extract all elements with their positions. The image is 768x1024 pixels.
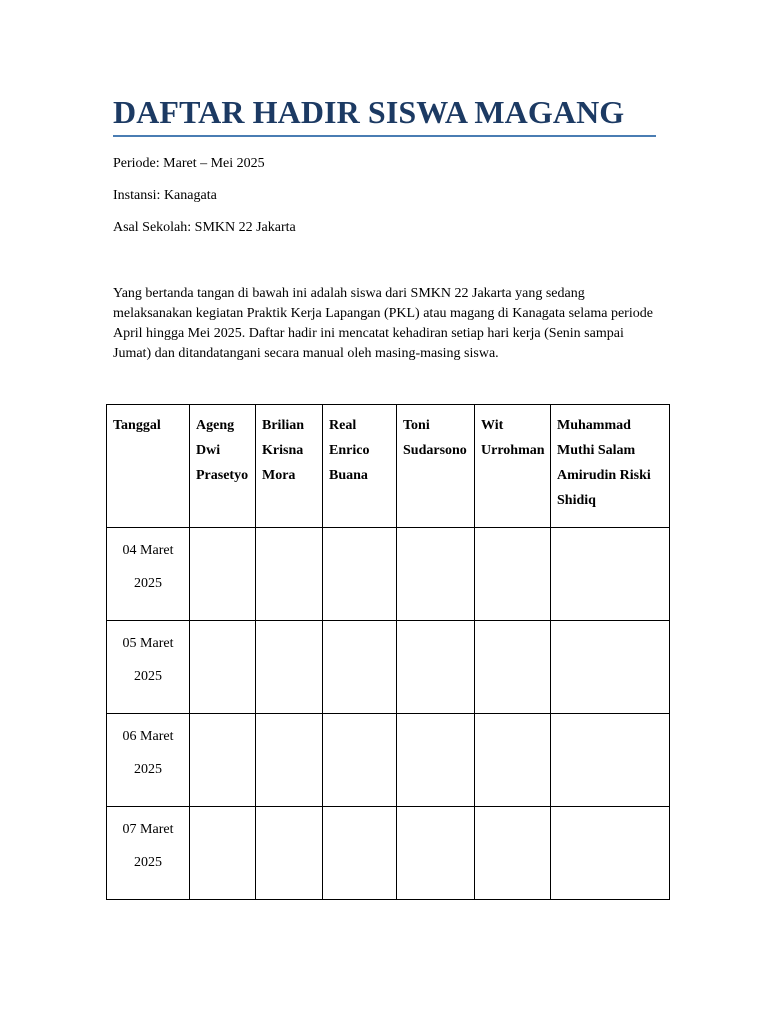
date-cell bbox=[107, 807, 190, 900]
signature-cell bbox=[397, 807, 475, 900]
date-day: 04 Maret bbox=[122, 543, 174, 558]
table-row bbox=[107, 528, 670, 621]
table-row bbox=[107, 807, 670, 900]
header-tanggal: Tanggal bbox=[107, 405, 190, 528]
page-title: DAFTAR HADIR SISWA MAGANG bbox=[113, 94, 625, 130]
date-cell bbox=[107, 714, 190, 807]
intro-paragraph: Yang bertanda tangan di bawah ini adalah siswa dari SMKN 22 Jakarta yang sedang melaksanakan kegiatan Praktik Kerja Lapangan (PKL) atau magang di Kanagata selama periode April hingga Mei 2025. Daftar hadir ini mencatat kehadiran setiap hari kerja (Senin sampai Jumat) dan ditandatangani secara manual oleh masing-masing siswa. bbox=[113, 286, 653, 361]
signature-cell bbox=[551, 621, 670, 714]
header-row bbox=[107, 405, 670, 528]
periode-line: Periode: Maret – Mei 2025 bbox=[113, 156, 265, 171]
signature-cell bbox=[397, 621, 475, 714]
signature-cell bbox=[475, 807, 551, 900]
instansi-line: Instansi: Kanagata bbox=[113, 188, 217, 203]
header-student-2: Brilian Krisna Mora bbox=[256, 405, 323, 528]
signature-cell bbox=[475, 621, 551, 714]
signature-cell bbox=[190, 807, 256, 900]
date-day: 07 Maret bbox=[122, 822, 174, 837]
signature-cell bbox=[323, 621, 397, 714]
table-row bbox=[107, 714, 670, 807]
signature-cell bbox=[256, 807, 323, 900]
signature-cell bbox=[323, 807, 397, 900]
header-student-3: Real Enrico Buana bbox=[323, 405, 397, 528]
signature-cell bbox=[551, 807, 670, 900]
signature-cell bbox=[190, 528, 256, 621]
header-student-4: Toni Sudarsono bbox=[397, 405, 475, 528]
header-student-5: Wit Urrohman bbox=[475, 405, 551, 528]
date-cell bbox=[107, 621, 190, 714]
date-day: 06 Maret bbox=[122, 729, 174, 744]
header-student-6: Muhammad Muthi Salam Amirudin Riski Shidiq bbox=[551, 405, 670, 528]
signature-cell bbox=[397, 714, 475, 807]
signature-cell bbox=[551, 528, 670, 621]
date-cell bbox=[107, 528, 190, 621]
table-row bbox=[107, 621, 670, 714]
attendance-table bbox=[106, 404, 670, 900]
signature-cell bbox=[323, 714, 397, 807]
signature-cell bbox=[475, 528, 551, 621]
header-student-1: Ageng Dwi Prasetyo bbox=[190, 405, 256, 528]
date-day: 05 Maret bbox=[122, 636, 174, 651]
date-year: 2025 bbox=[134, 669, 162, 684]
asal-sekolah-line: Asal Sekolah: SMKN 22 Jakarta bbox=[113, 220, 296, 235]
signature-cell bbox=[256, 528, 323, 621]
signature-cell bbox=[190, 714, 256, 807]
signature-cell bbox=[475, 714, 551, 807]
signature-cell bbox=[256, 621, 323, 714]
signature-cell bbox=[323, 528, 397, 621]
date-year: 2025 bbox=[134, 762, 162, 777]
date-year: 2025 bbox=[134, 576, 162, 591]
title-underline bbox=[113, 135, 656, 137]
signature-cell bbox=[551, 714, 670, 807]
date-year: 2025 bbox=[134, 855, 162, 870]
signature-cell bbox=[397, 528, 475, 621]
signature-cell bbox=[190, 621, 256, 714]
signature-cell bbox=[256, 714, 323, 807]
